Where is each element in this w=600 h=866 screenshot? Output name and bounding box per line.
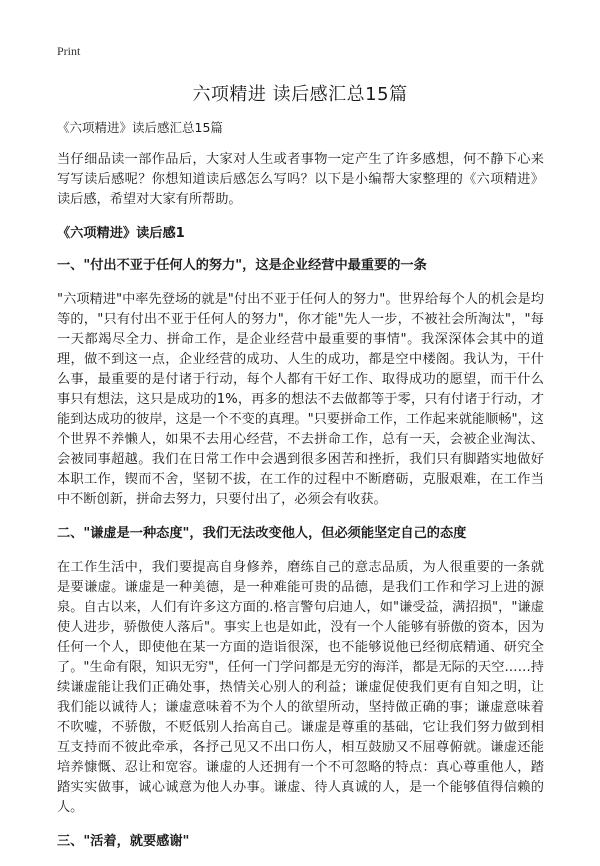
page-title: 六项精进 读后感汇总15篇: [192, 84, 408, 105]
paragraph-1: "六项精进"中率先登场的就是"付出不亚于任何人的努力"。世界给每个人的机会是均等的，"只有付出不亚于任何人的努力"，你才能"先人一步，不被社会所淘汰"，"每一天都竭尽全力、拼命工作，是企业经营中最重要的事情"。我深深体会其中的道理，做不到这一点，企业经营的成功、人生的成功，都是空中楼阁。我认为，干什么事，最重要的是付诸于行动，每个人都有干好工作、取得成功的愿望，而干什么事只有想法，这只是成功的1%，再多的想法不去做都等于零，只有付诸于行动，才能到达成功的彼岸，这是一个不变的真理。"只要拼命工作，工作起来就能顺畅"，这个世界不养懒人，如果不去用心经营，不去拼命工作，总有一天，会被企业淘汰、会被同事超越。我们在日常工作中会遇到很多困苦和挫折，我们只有脚踏实地做好本职工作，锲而不舍，坚韧不拔，在工作的过程中不断磨砺，克服艰难，在工作当中不断创新，拼命去努力，只要付出了，必须会有收获。: [57, 292, 544, 507]
print-link[interactable]: Print: [57, 44, 81, 58]
intro-paragraph: 当仔细品读一部作品后，大家对人生或者事物一定产生了许多感想，何不静下心来写写读后感呢？你想知道读后感怎么写吗？以下是小编帮大家整理的《六项精进》读后感，希望对大家有所帮助。: [57, 152, 544, 207]
paragraph-2: 在工作生活中，我们要提高自身修养，磨练自己的意志品质，为人很重要的一条就是要谦虚。谦虚是一种美德，是一种难能可贵的品德，是我们工作和学习上进的源泉。自古以来，人们有许多这方面的.格言警句启迪人，如"谦受益，满招损"，"谦虚使人进步，骄傲使人落后"。事实上也是如此，没有一个人能够有骄傲的资本，因为任何一个人，即使他在某一方面的造诣很深，也不能够说他已经彻底精通、研究全了。"生命有限，知识无穷"，任何一门学问都是无穷的海洋，都是无际的天空……持续谦虚能让我们正确处事，热情关心别人的利益；谦虚促使我们更有自知之明，让我们能以诚待人；谦虚意味着不为个人的欲望所动，坚持做正确的事；谦虚意味着不吹嘘，不骄傲，不贬低别人抬高自己。谦虚是尊重的基础，它让我们努力做到相互支持而不彼此牵承，各抒己见又不出口伤人，相互鼓励又不屈尊俯就。谦虚还能培养慷慨、忍让和宽容。谦虚的人还拥有一个不可忽略的特点：真心尊重他人，踏踏实实做事，诚心诚意为他人办事。谦虚、待人真诚的人，是一个能够值得信赖的人。: [57, 560, 544, 815]
document-subtitle: 《六项精进》读后感汇总15篇: [57, 120, 223, 135]
document-body: [57, 118, 544, 866]
subheading-1: 一、"付出不亚于任何人的努力"，这是企业经营中最重要的一条: [57, 258, 427, 273]
subheading-2: 二、"谦虚是一种态度"，我们无法改变他人，但必须能坚定自己的态度: [57, 526, 467, 541]
section-heading: 《六项精进》读后感1: [57, 226, 185, 241]
subheading-3: 三、"活着，就要感谢": [57, 834, 190, 849]
